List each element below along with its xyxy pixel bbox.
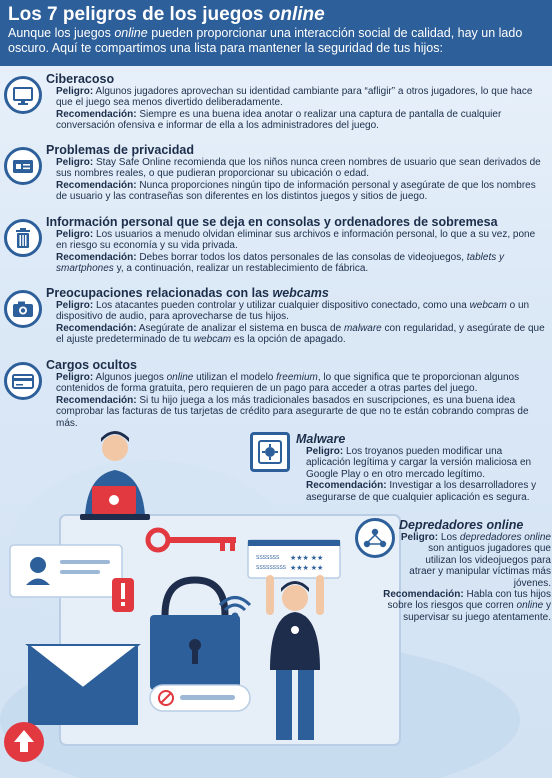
section-body: Peligro: Algunos jugadores aprovechan su identidad cambiante para “afligir” a otros jugadores, lo que hace que el juego sea menos divertido deliberadamente. Recomendación: Siempre es una buena idea anotar o realizar una captura de pantalla de cualquier conversación ofensiva e informar de ella a los administradores del juego. <box>56 86 533 132</box>
upload-arrow-icon <box>4 722 44 762</box>
page-title: Los 7 peligros de los juegos online <box>8 4 325 25</box>
section-body: Peligro: Algunos juegos online utilizan el modelo freemium, lo que significa que te proporcionan algunos contenidos de forma gratuita, pero requieren de un pago para acceder a otras partes del juego. Recomendación: Si tu hijo juega a los más tradicionales basados en suscripciones, es una buena idea comprobar las facturas de tus tarjetas de crédito para asegurarte de que no te están cobrando compras de más. <box>56 372 529 429</box>
camera-icon <box>4 290 42 328</box>
header-banner <box>0 0 552 66</box>
monitor-icon <box>4 76 42 114</box>
card-text-1: SSSSSSS <box>256 555 280 561</box>
section-body: Peligro: Los depredadores online son antiguos jugadores que utilizan los videojuegos para atraer y manipular víctimas más jóvenes. Recomendación: Habla con tus hijos sobre los riesgos que corren online y supervisar su juego atentamente. <box>383 532 551 623</box>
section-title: Ciberacoso <box>46 72 115 86</box>
section-body: Peligro: Los usuarios a menudo olvidan eliminar sus archivos e información personal, lo que a su vez, pone en riesgo su economía y su vida privada. Recomendación: Debes borrar todos los datos personales de las consolas de videojuegos, tablets y smartphones y, a continuación, realizar un restablecimiento de fábrica. <box>56 229 536 275</box>
card-text-2: SSSSSSSSS <box>256 565 287 571</box>
card-password-mask: ★★★ ★★ <box>290 555 324 562</box>
id-card-icon <box>4 147 42 185</box>
page-subtitle: Aunque los juegos online pueden proporcionar una interacción social de calidad, hay un lado oscuro. Aquí te compartimos una lista para mantener la seguridad de tus hijos: <box>8 26 523 55</box>
profile-card-illustration <box>10 545 122 597</box>
section-title: Depredadores online <box>399 518 524 532</box>
section-body: Peligro: Los atacantes pueden controlar y utilizar cualquier dispositivo conectado, como una webcam o un dispositivo de audio, para aprovecharse de tus hijos. Recomendación: Asegúrate de analizar el sistema en busca de malware con regularidad, y asegúrate de que el ajuste predeterminado de tu webcam es la opción de apagado. <box>56 300 545 346</box>
section-title: Malware <box>296 432 346 446</box>
section-body: Peligro: Stay Safe Online recomienda que los niños nunca creen nombres de usuario que sean derivados de sus nombres reales, o que pudieran proporcionar su ubicación o edad. Recomendación: Nunca proporciones ningún tipo de información personal y asegúrate de que los nombres de usuario y las contraseñas son diferentes en los distintos juegos y sitios de juego. <box>56 157 541 203</box>
section-title: Cargos ocultos <box>46 358 137 372</box>
blocked-input-illustration <box>150 685 250 711</box>
section-title: Información personal que se deja en consolas y ordenadores de sobremesa <box>46 215 498 229</box>
section-title: Preocupaciones relacionadas con las webcams <box>46 286 329 300</box>
warning-sign-illustration <box>112 578 134 612</box>
card-password-mask-2: ★★★ ★★ <box>290 565 324 572</box>
trash-icon <box>4 219 42 257</box>
envelope-illustration <box>28 645 138 725</box>
credit-card-icon <box>4 362 42 400</box>
virus-icon <box>250 432 290 472</box>
password-card-illustration <box>248 540 340 578</box>
section-title: Problemas de privacidad <box>46 143 194 157</box>
section-body: Peligro: Los troyanos pueden modificar una aplicación legítima y cargar la versión maliciosa en Google Play o en otro mercado legítimo. Recomendación: Investigar a los desarrolladores y asegurarse de que cualquier aplicación es segura. <box>306 446 537 503</box>
